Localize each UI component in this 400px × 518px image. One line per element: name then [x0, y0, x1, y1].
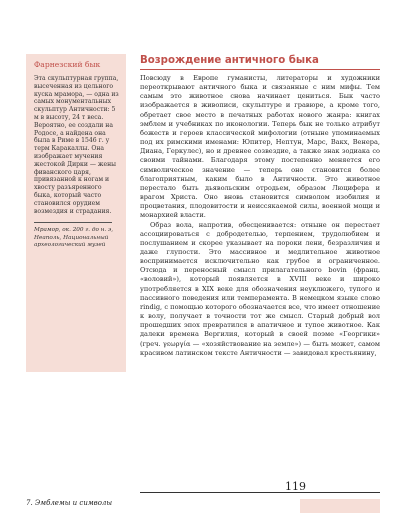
section-title: Возрождение античного быка — [140, 55, 319, 66]
footer-color-block — [300, 499, 380, 513]
main-column — [140, 54, 380, 358]
sidebar-body: Эта скульптурная группа, высеченная из цельного куска мрамора, — одна из самых монументальных скульптур Античности: 5 м в высоту, 24 т весa. Вероятно, ее создали на Родосе, а найдена она была в Риме в 1546 г. у терм Каракаллы. Она изображает мучения жестокой Дирки — жены фиванского царя, привязанной к ногам и хвосту разъяренного быка, который часто становился орудием возмездия и страдания. — [34, 75, 119, 215]
page-footer — [0, 478, 400, 518]
sidebar-credit: Мрамор, ок. 200 г. до н. э, Неаполь, Национальный археологический музей — [34, 227, 114, 249]
sidebar-divider — [34, 222, 112, 223]
chapter-label: 7. Эмблемы и символы — [26, 499, 113, 507]
paragraph-2: Образ вола, напротив, обесценивается: отныне он перестает ассоциироваться с добродетелью, терпением, трудолюбием и послушанием и скорее указывает на пороки лени, безразличия и даже глупости. Это массивное и медлительное животное воспринимается исключительно как грубое и ограниченное. Отсюда и переносный смысл прилагательного bovin (франц. «воловий»), который появляется в XVIII веке и широко употребляется в XIX веке для обозначения неуклюжего, тупого и пассивного поведения или темперамента. В немецком языке слово rindig, с помощью которого обозначается все, что имеет отношение к волу, получает в точности тот же смысл. Старый добрый вол прошедших эпох превратился в апатичное и тупое животное. Как далеки времена Вергилия, который в своей поэме «Георгики» (греч. γεωργία — «хозяйствование на земле») — быть может, самом красивом латинском тексте Античности — завидовал крестьянину, — [140, 220, 380, 357]
paragraph-1: Повсюду в Европе гуманисты, литераторы и художники переоткрывают античного быка и связанные с ним мифы. Тем самым это животное снова начинает цениться. Бык часто изображается в живописи, скульптуре и гравюре, а кроме того, обретает свое место в печатных работах нового жанра: книгах эмблем и учебниках по иконологии. Теперь бык не только атрибут божеств и героев классической мифологии (отныне упоминаемых под их римскими именами: Юпитер, Нептун, Марс, Вакх, Венера, Диана, Геркулес), но и древнее созвездие, а также знак зодиака со своими тайнами. Благодаря этому постепенно меняется его символическое значение — теперь оно становится более благоприятным, каким было в Античности. Это животное перестало быть дьявольским отродьем, образом Люцифера и врагом Христа. Оно вновь становится символом изобилия и процветания, плодовитости и неиссякаемой силы, военной мощи и монархией власти. — [140, 74, 380, 220]
sidebar-title: Фарнезский бык — [34, 60, 101, 69]
title-underline — [140, 69, 380, 70]
footer-divider — [140, 492, 380, 493]
sidebar-box — [26, 54, 126, 372]
page-number: 119 — [285, 480, 306, 493]
